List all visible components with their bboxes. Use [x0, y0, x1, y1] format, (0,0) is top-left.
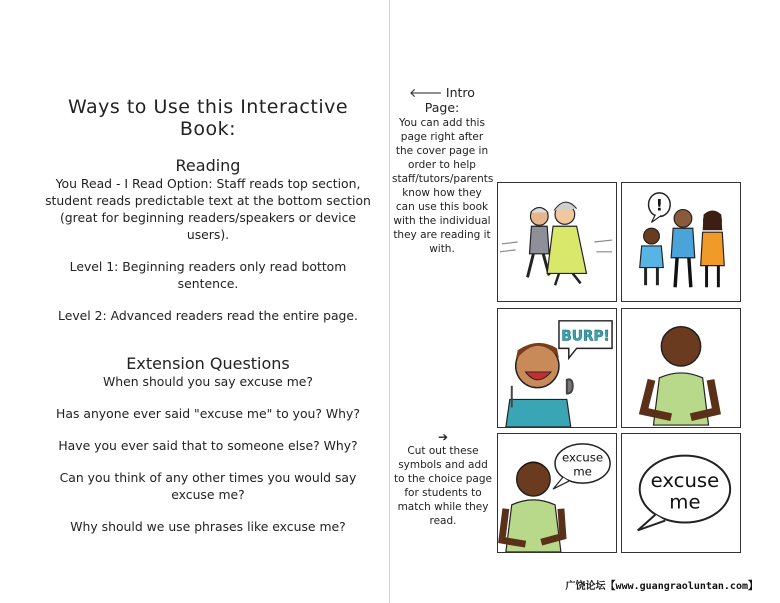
reading-heading: Reading: [175, 156, 241, 175]
symbol-card-boy-excuse-me[interactable]: [497, 433, 617, 553]
intro-page-note: [392, 86, 492, 256]
boy-illustration: [622, 309, 740, 427]
excuse-me-bubble-illustration: [622, 434, 740, 552]
intro-page-heading: Intro Page:: [424, 85, 475, 115]
symbol-card-elderly-couple[interactable]: [497, 182, 617, 302]
intro-page-body: You can add this page right after the cover page in order to help staff/tutors/parents know how they can use this book with the individual they are reading it with.: [392, 117, 494, 255]
page-divider: [389, 0, 390, 603]
extension-heading: Extension Questions: [126, 354, 290, 373]
question-1: When should you say excuse me?: [102, 374, 313, 389]
usage-instructions: [40, 96, 376, 535]
cut-out-body: Cut out these symbols and add to the choice page for students to match while they read.: [393, 445, 492, 527]
elderly-couple-illustration: [498, 183, 616, 301]
question-4: Can you think of any other times you would say excuse me?: [59, 470, 357, 502]
site-watermark: 广饶论坛【www.guangraoluntan.com】: [565, 581, 758, 592]
cut-out-note: [393, 430, 493, 528]
arrow-right-icon: ➔: [437, 430, 449, 444]
burp-word: BURP!: [561, 328, 610, 345]
question-2: Has anyone ever said "excuse me" to you? Why?: [56, 406, 360, 421]
reading-text: You Read - I Read Option: Staff reads top section, student reads predictable text at the bottom section (great for beginning readers/speakers or device users).: [45, 176, 371, 242]
me-word-large: me: [669, 490, 701, 514]
level-2-text: Level 2: Advanced readers read the entire page.: [58, 308, 358, 323]
symbol-card-excuse-me-bubble[interactable]: [621, 433, 741, 553]
excuse-word-small: excuse: [561, 450, 604, 465]
excuse-word-large: excuse: [650, 469, 720, 493]
boy-excuse-me-illustration: [498, 434, 616, 552]
alert-mark: !: [655, 195, 663, 215]
question-3: Have you ever said that to someone else? Why?: [58, 438, 358, 453]
symbol-card-boy[interactable]: [621, 308, 741, 428]
symbol-card-group-alert[interactable]: [621, 182, 741, 302]
level-1-text: Level 1: Beginning readers only read bottom sentence.: [69, 259, 347, 291]
question-5: Why should we use phrases like excuse me?: [70, 519, 346, 534]
burp-illustration: [498, 309, 616, 427]
group-alert-illustration: [622, 183, 740, 301]
page-title: Ways to Use this Interactive Book:: [67, 96, 349, 140]
arrow-left-icon: 🡐: [409, 85, 443, 100]
symbol-card-burp[interactable]: [497, 308, 617, 428]
me-word-small: me: [573, 464, 592, 479]
